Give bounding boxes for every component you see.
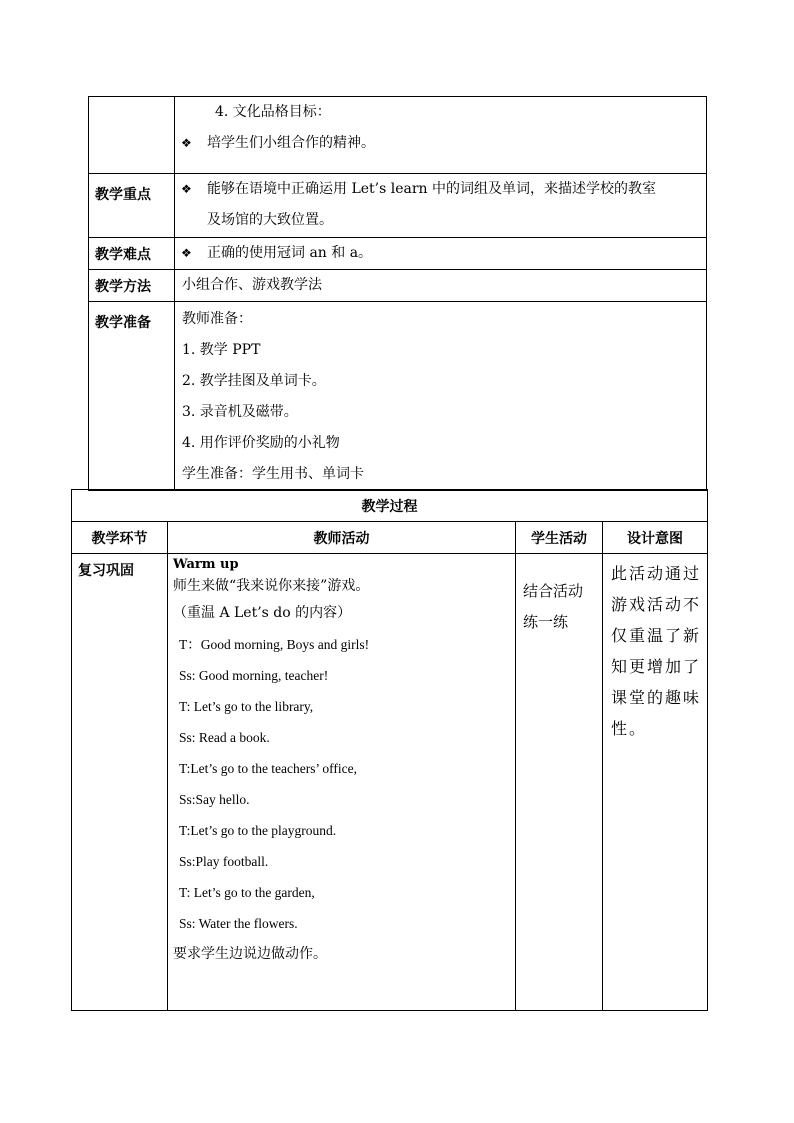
key-points-text-1: 能够在语境中正确运用 Let’s learn 中的词组及单词，来描述学校的教室 [207,181,657,197]
intent-line: 课堂的趣味 [611,688,702,707]
teacher-line: Ss:Play football. [179,854,269,869]
prep-line: 教师准备： [182,311,252,327]
stage-label: 复习巩固 [72,554,168,1011]
design-intent-cell [603,554,708,1011]
review-row [72,554,708,1011]
key-points-label: 教学重点 [89,174,175,238]
diamond-bullet-icon: ❖ [181,136,192,150]
header-teacher-activity: 教师活动 [168,522,516,554]
culture-goal-cell [175,97,707,174]
preparation-row [89,302,707,491]
intent-line: 此活动通过 [611,564,702,583]
lesson-plan-table [88,96,707,491]
teacher-line: Ss: Good morning, teacher! [179,668,329,683]
intent-line: 知更增加了 [611,657,702,676]
prep-line: 2. 教学挂图及单词卡。 [182,373,326,389]
process-title: 教学过程 [72,490,708,522]
teacher-line: T: Let’s go to the library, [179,699,314,714]
difficult-points-row [89,238,707,270]
preparation-label: 教学准备 [89,302,175,491]
teacher-line: T:Let’s go to the playground. [179,823,337,838]
student-line: 结合活动 [523,582,584,600]
teacher-line: T：Good morning, Boys and girls! [179,637,370,652]
difficult-points-text: 正确的使用冠词 an 和 a。 [207,245,373,261]
empty-label-cell [89,97,175,174]
method-text: 小组合作、游戏教学法 [182,277,322,293]
prep-line: 4. 用作评价奖励的小礼物 [182,435,340,451]
teacher-line: Ss:Say hello. [179,792,250,807]
header-design-intent: 设计意图 [603,522,708,554]
culture-goal-heading: 4. 文化品格目标： [215,104,331,120]
key-points-text-2: 及场馆的大致位置。 [207,212,333,228]
teacher-line: Ss: Water the flowers. [179,916,298,931]
culture-goal-text: 培学生们小组合作的精神。 [207,135,375,151]
teacher-line: T:Let’s go to the teachers’ office, [179,761,358,776]
teacher-line: 师生来做“我来说你来接”游戏。 [173,578,370,594]
method-label: 教学方法 [89,270,175,302]
header-stage: 教学环节 [72,522,168,554]
process-header-row [72,522,708,554]
method-row [89,270,707,302]
intent-line: 游戏活动不 [611,595,702,614]
culture-goal-row [89,97,707,174]
diamond-bullet-icon: ❖ [181,182,192,196]
teacher-line: T: Let’s go to the garden, [179,885,315,900]
student-activity-cell [516,554,603,1011]
teaching-process-table [71,489,708,1011]
teacher-line: Ss: Read a book. [179,730,270,745]
warm-up-heading: Warm up [173,557,239,572]
student-line: 练一练 [523,613,569,631]
diamond-bullet-icon: ❖ [181,246,192,260]
prep-line: 学生准备：学生用书、单词卡 [182,466,364,482]
intent-line: 性。 [611,719,648,738]
header-student-activity: 学生活动 [516,522,603,554]
teacher-line: （重温 A Let’s do 的内容） [173,605,352,621]
teacher-line: 要求学生边说边做动作。 [173,946,327,962]
prep-line: 3. 录音机及磁带。 [182,404,298,420]
intent-line: 仅重温了新 [611,626,702,645]
key-points-row [89,174,707,238]
difficult-points-label: 教学难点 [89,238,175,270]
prep-line: 1. 教学 PPT [182,342,261,358]
